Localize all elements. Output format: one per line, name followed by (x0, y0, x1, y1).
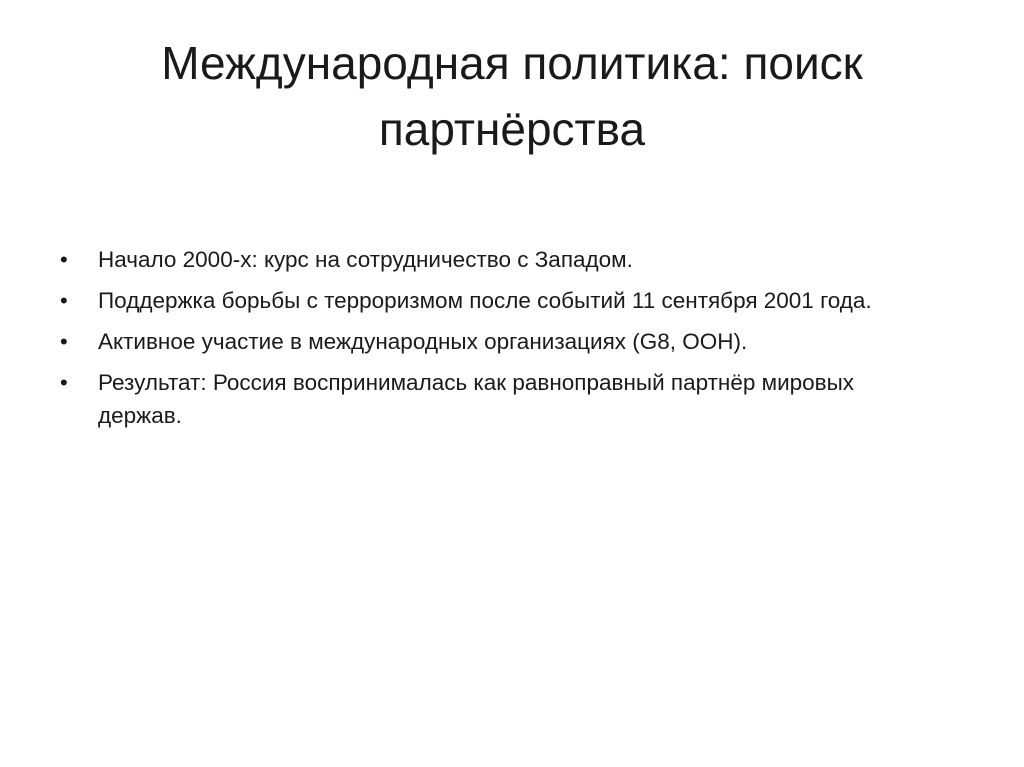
bullet-list (60, 243, 940, 440)
bullet-icon: • (60, 247, 68, 272)
bullet-text: Активное участие в международных организациях (G8, ООН). (98, 329, 748, 354)
bullet-icon: • (60, 288, 68, 313)
bullet-text: Поддержка борьбы с терроризмом после событий 11 сентября 2001 года. (98, 288, 872, 313)
bullet-item (60, 366, 940, 432)
bullet-item (60, 284, 940, 317)
bullet-icon: • (60, 329, 68, 354)
bullet-item (60, 243, 940, 276)
bullet-icon: • (60, 370, 68, 395)
bullet-text: Начало 2000-х: курс на сотрудничество с Западом. (98, 247, 633, 272)
slide-title: Международная политика: поиск партнёрства (161, 37, 863, 155)
bullet-text: Результат: Россия воспринималась как равноправный партнёр мировых держав. (98, 370, 855, 428)
bullet-item (60, 325, 940, 358)
